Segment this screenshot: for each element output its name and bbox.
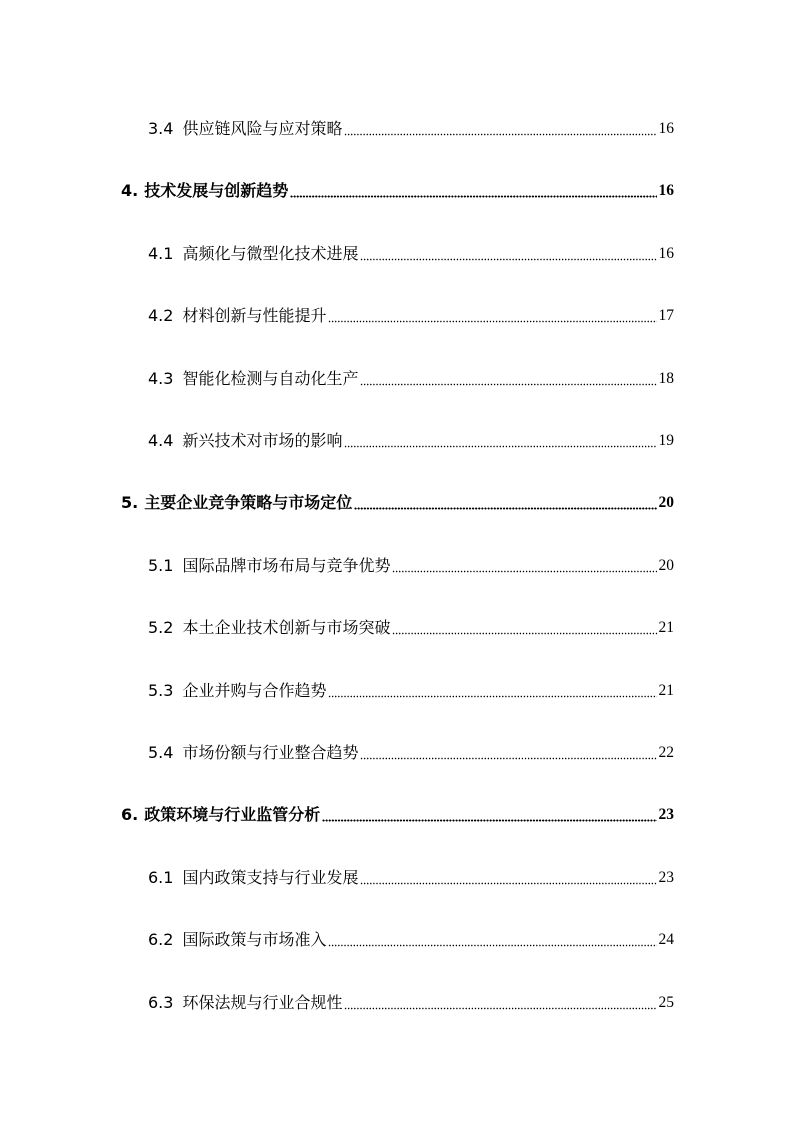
toc-entry-number: 6. [121, 805, 139, 824]
toc-dot-leader [392, 619, 656, 635]
toc-entry-title: 本土企业技术创新与市场突破 [182, 618, 391, 637]
toc-entry-title: 材料创新与性能提升 [182, 306, 327, 325]
toc-entry-number: 5.2 [148, 618, 174, 637]
toc-entry-label [121, 181, 288, 201]
toc-entry-number: 4.3 [148, 369, 174, 388]
toc-entry-number: 5.1 [148, 556, 174, 575]
toc-dot-leader [328, 682, 656, 698]
toc-dot-leader [354, 494, 656, 510]
toc-entry-6[interactable] [121, 803, 674, 825]
toc-page-number: 23 [658, 869, 674, 886]
toc-entry-number: 5.3 [148, 681, 174, 700]
toc-entry-title: 高频化与微型化技术进展 [182, 244, 359, 263]
toc-entry-title: 供应链风险与应对策略 [182, 119, 343, 138]
toc-entry-6-2[interactable] [148, 928, 674, 950]
toc-page-number: 23 [658, 806, 674, 823]
toc-entry-number: 5.4 [148, 743, 174, 762]
toc-page-number: 19 [658, 432, 674, 449]
toc-entry-5-2[interactable] [148, 616, 674, 638]
toc-entry-4-2[interactable] [148, 304, 674, 326]
toc-entry-title: 新兴技术对市场的影响 [182, 431, 343, 450]
toc-dot-leader [360, 370, 656, 386]
toc-entry-number: 6.2 [148, 930, 174, 949]
toc-entry-label [121, 805, 320, 825]
toc-page-number: 24 [658, 931, 674, 948]
toc-entry-label [148, 556, 390, 576]
toc-entry-title: 国际政策与市场准入 [182, 930, 327, 949]
toc-entry-6-3[interactable] [148, 991, 674, 1013]
toc-page-number: 21 [658, 682, 674, 699]
toc-entry-title: 技术发展与创新趋势 [144, 181, 289, 200]
toc-page-number: 18 [658, 370, 674, 387]
toc-page-number: 16 [658, 245, 674, 262]
toc-entry-label [148, 681, 326, 701]
toc-dot-leader [392, 557, 656, 573]
toc-entry-label [148, 369, 358, 389]
toc-entry-5[interactable] [121, 491, 674, 513]
toc-dot-leader [322, 806, 656, 822]
toc-entry-title: 环保法规与行业合规性 [182, 993, 343, 1012]
toc-dot-leader [290, 182, 656, 198]
toc-dot-leader [344, 994, 656, 1010]
toc-entry-5-4[interactable] [148, 741, 674, 763]
toc-entry-label [148, 306, 326, 326]
toc-page-number: 20 [658, 494, 674, 511]
toc-entry-label [148, 431, 342, 451]
toc-entry-label [148, 618, 390, 638]
toc-page-number: 25 [658, 994, 674, 1011]
toc-dot-leader [344, 432, 656, 448]
toc-page-number: 16 [658, 182, 674, 199]
toc-entry-label [148, 244, 358, 264]
toc-dot-leader [360, 744, 656, 760]
toc-entry-number: 6.3 [148, 993, 174, 1012]
toc-dot-leader [328, 307, 656, 323]
toc-entry-title: 主要企业竞争策略与市场定位 [144, 493, 353, 512]
toc-entry-4-1[interactable] [148, 242, 674, 264]
toc-entry-label [148, 868, 358, 888]
toc-entry-number: 6.1 [148, 868, 174, 887]
toc-entry-label [148, 743, 358, 763]
toc-entry-label [121, 493, 352, 513]
toc-entry-label [148, 930, 326, 950]
toc-entry-label [148, 993, 342, 1013]
toc-entry-6-1[interactable] [148, 866, 674, 888]
toc-page-number: 20 [658, 557, 674, 574]
toc-entry-5-1[interactable] [148, 554, 674, 576]
toc-entry-4-4[interactable] [148, 429, 674, 451]
toc-entry-number: 3.4 [148, 119, 174, 138]
toc-entry-title: 政策环境与行业监管分析 [144, 805, 321, 824]
toc-dot-leader [360, 245, 656, 261]
toc-entry-title: 国际品牌市场布局与竞争优势 [182, 556, 391, 575]
toc-entry-title: 市场份额与行业整合趋势 [182, 743, 359, 762]
toc-dot-leader [328, 931, 656, 947]
toc-page-number: 21 [658, 619, 674, 636]
toc-entry-5-3[interactable] [148, 679, 674, 701]
toc-entry-title: 企业并购与合作趋势 [182, 681, 327, 700]
toc-entry-4-3[interactable] [148, 367, 674, 389]
toc-dot-leader [360, 869, 656, 885]
toc-entry-number: 4.4 [148, 431, 174, 450]
toc-entry-title: 国内政策支持与行业发展 [182, 868, 359, 887]
toc-dot-leader [344, 120, 656, 136]
toc-entry-title: 智能化检测与自动化生产 [182, 369, 359, 388]
toc-page-number: 16 [658, 120, 674, 137]
toc-entry-number: 4. [121, 181, 139, 200]
toc-entry-3-4[interactable] [148, 117, 674, 139]
toc-page-number: 17 [658, 307, 674, 324]
toc-page-number: 22 [658, 744, 674, 761]
toc-entry-number: 4.1 [148, 244, 174, 263]
toc-entry-number: 5. [121, 493, 139, 512]
toc-entry-number: 4.2 [148, 306, 174, 325]
toc-entry-4[interactable] [121, 179, 674, 201]
toc-entry-label [148, 119, 342, 139]
